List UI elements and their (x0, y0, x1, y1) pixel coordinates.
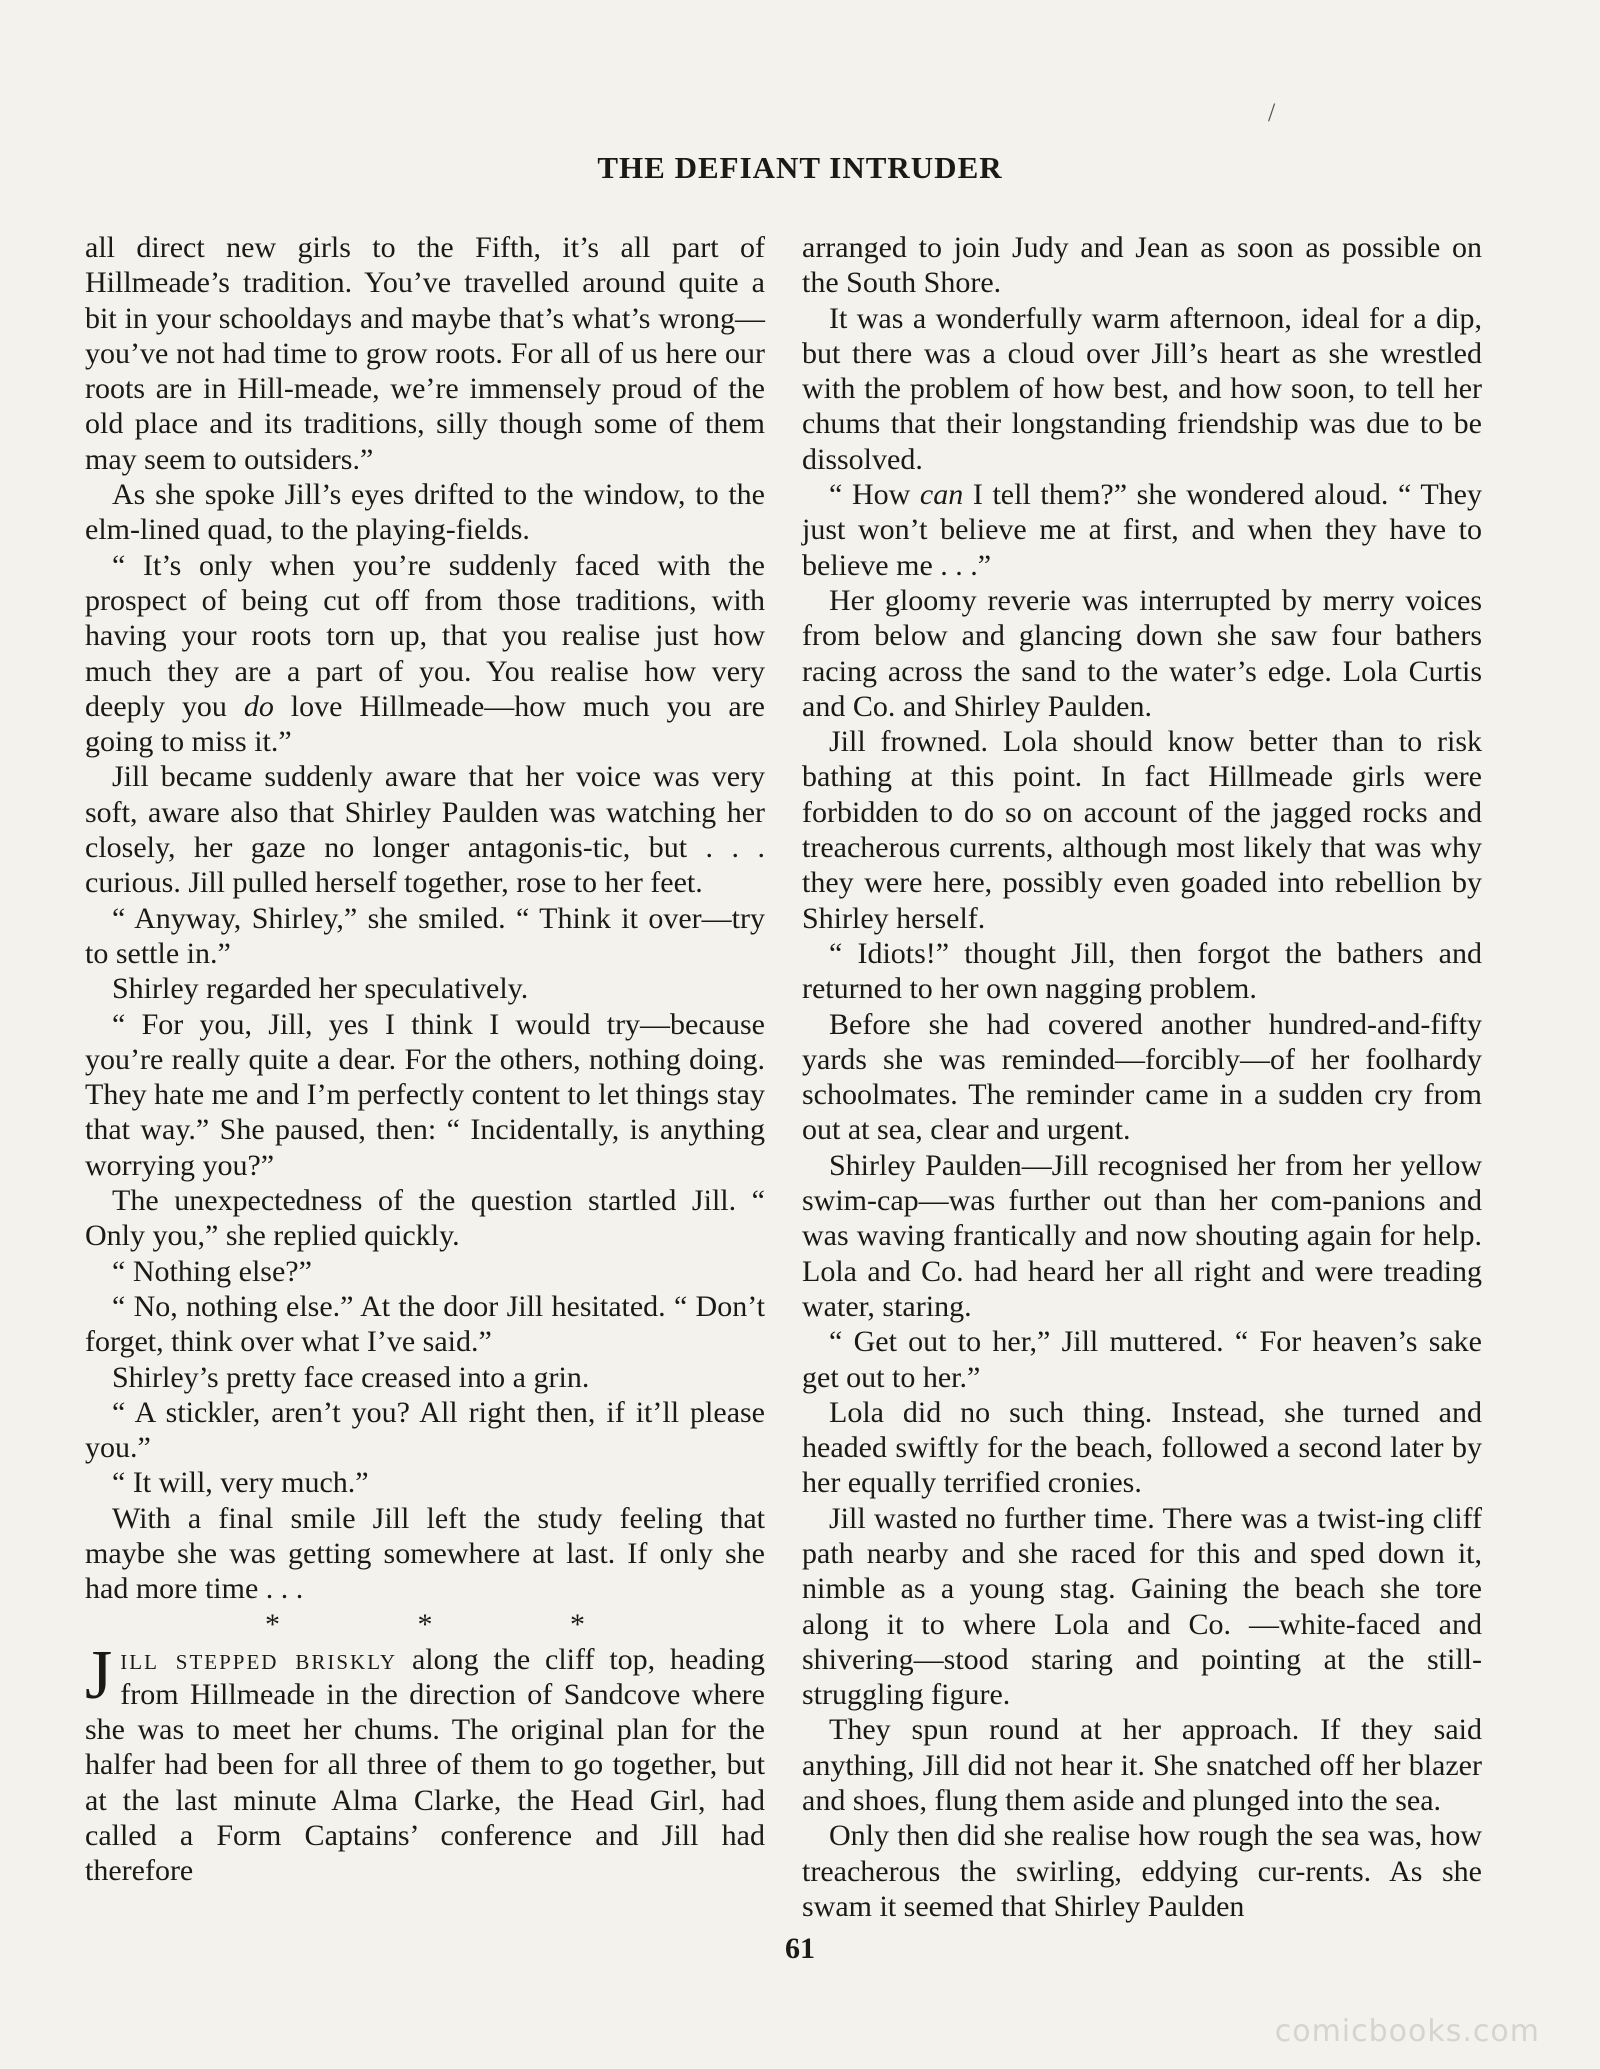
paragraph: The unexpectedness of the question startled Jill. “ Only you,” she replied quickly. (85, 1184, 765, 1253)
paragraph: “ Nothing else?” (112, 1254, 312, 1288)
paragraph: “ Idiots!” thought Jill, then forgot the bathers and returned to her own nagging problem. (802, 936, 1482, 1006)
paragraph: Jill wasted no further time. There was a twist-ing cliff path nearby and she raced for this and sped down it, nimble as a young stag. Gaining the beach she tore along it to where Lola and Co. —white-faced and shivering—stood staring and pointing at the still-struggling figure. (802, 1501, 1482, 1712)
drop-cap: J (85, 1636, 113, 1714)
text-run: “ How (829, 478, 920, 512)
paragraph: all direct new girls to the Fifth, it’s all part of Hillmeade’s tradition. You’ve travelled around quite a bit in your schooldays and maybe that’s what’s wrong—you’ve not had time to grow roots. For all of us here our roots are in Hill-meade, we’re immensely proud of the old place and its traditions, silly though some of them may seem to outsiders.” (85, 231, 765, 476)
text-run: I tell them?” she wondered aloud. “ They just won’t believe me at first, and when they have to believe me . . .” (802, 478, 1482, 582)
watermark: comicbooks.com (1274, 2014, 1540, 2049)
paragraph: “ No, nothing else.” At the door Jill hesitated. “ Don’t forget, think over what I’ve said.” (85, 1289, 765, 1359)
paragraph (85, 1636, 766, 1889)
paragraph: With a final smile Jill left the study feeling that maybe she was getting somewhere at last. If only she had more time . . . (85, 1501, 765, 1606)
paragraph: Jill frowned. Lola should know better than to risk bathing at this point. In fact Hillmeade girls were forbidden to do so on account of the jagged rocks and treacherous currents, although most likely that was why they were here, possibly even goaded into rebellion by Shirley herself. (802, 725, 1482, 935)
paragraph: Shirley’s pretty face creased into a grin. (112, 1360, 590, 1394)
paragraph: arranged to join Judy and Jean as soon as possible on the South Shore. (802, 231, 1482, 300)
paragraph: Only then did she realise how rough the sea was, how treacherous the swirling, eddying cur-rents. As she swam it seemed that Shirley Paulden (802, 1819, 1482, 1923)
left-column (85, 230, 765, 1889)
emphasis: do (243, 689, 274, 723)
paragraph: “ For you, Jill, yes I think I would try—because you’re really quite a dear. For the others, nothing doing. They hate me and I’m perfectly content to let things stay that way.” She paused, then: “ Incidentally, is anything worrying you?” (85, 1007, 765, 1182)
paragraph: They spun round at her approach. If they said anything, Jill did not hear it. She snatched off her blazer and shoes, flung them aside and plunged into the sea. (802, 1713, 1482, 1818)
running-head: THE DEFIANT INTRUDER (597, 150, 1003, 185)
text-run: along the cliff top, heading from Hillmeade in the direction of Sandcove where she was to meet her chums. The original plan for the halfer had been for all three of them to go together, but at the last minute Alma Clarke, the Head Girl, had called a Form Captains’ conference and Jill had therefore (85, 1642, 766, 1888)
paragraph (85, 548, 765, 760)
paragraph: “ A stickler, aren’t you? All right then, if it’ll please you.” (85, 1395, 765, 1465)
paragraph: As she spoke Jill’s eyes drifted to the window, to the elm-lined quad, to the playing-fields. (85, 478, 765, 547)
small-caps-run: ill stepped briskly (120, 1642, 398, 1676)
paragraph: Jill became suddenly aware that her voice was very soft, aware also that Shirley Paulden was watching her closely, her gaze no longer antagonis-tic, but . . . curious. Jill pulled herself together, rose to her feet. (85, 760, 765, 900)
paragraph: Lola did no such thing. Instead, she turned and headed swiftly for the beach, followed a second later by her equally terrified cronies. (802, 1395, 1482, 1500)
paragraph: “ It will, very much.” (112, 1466, 369, 1500)
paragraph: It was a wonderfully warm afternoon, ideal for a dip, but there was a cloud over Jill’s heart as she wrestled with the problem of how best, and how soon, to tell her chums that their longstanding friendship was due to be dissolved. (802, 301, 1482, 476)
text-run: “ It’s only when you’re suddenly faced with the prospect of being cut off from those traditions, with having your roots torn up, that you realise just how much they are a part of you. You realise how very deeply you (85, 548, 765, 723)
paragraph (802, 477, 1482, 583)
section-break: * * * (265, 1607, 585, 1641)
paragraph: Before she had covered another hundred-and-fifty yards she was reminded—forcibly—of her foolhardy schoolmates. The reminder came in a sudden cry from out at sea, clear and urgent. (802, 1007, 1482, 1147)
right-column (802, 230, 1482, 1924)
paragraph: “ Anyway, Shirley,” she smiled. “ Think it over—try to settle in.” (85, 901, 765, 970)
paragraph: “ Get out to her,” Jill muttered. “ For heaven’s sake get out to her.” (802, 1325, 1482, 1394)
paragraph: Shirley Paulden—Jill recognised her from her yellow swim-cap—was further out than her com-panions and was waving frantically and now shouting again for help. Lola and Co. had heard her all right and were treading water, staring. (802, 1148, 1482, 1323)
page-number: 61 (785, 1932, 815, 1965)
paragraph: Shirley regarded her speculatively. (112, 972, 529, 1006)
emphasis: can (919, 478, 964, 512)
paragraph: Her gloomy reverie was interrupted by merry voices from below and glancing down she saw four bathers racing across the sand to the water’s edge. Lola Curtis and Co. and Shirley Paulden. (802, 583, 1482, 723)
text-run: love Hillmeade—how much you are going to miss it.” (85, 689, 765, 759)
stray-mark: / (1268, 98, 1276, 127)
